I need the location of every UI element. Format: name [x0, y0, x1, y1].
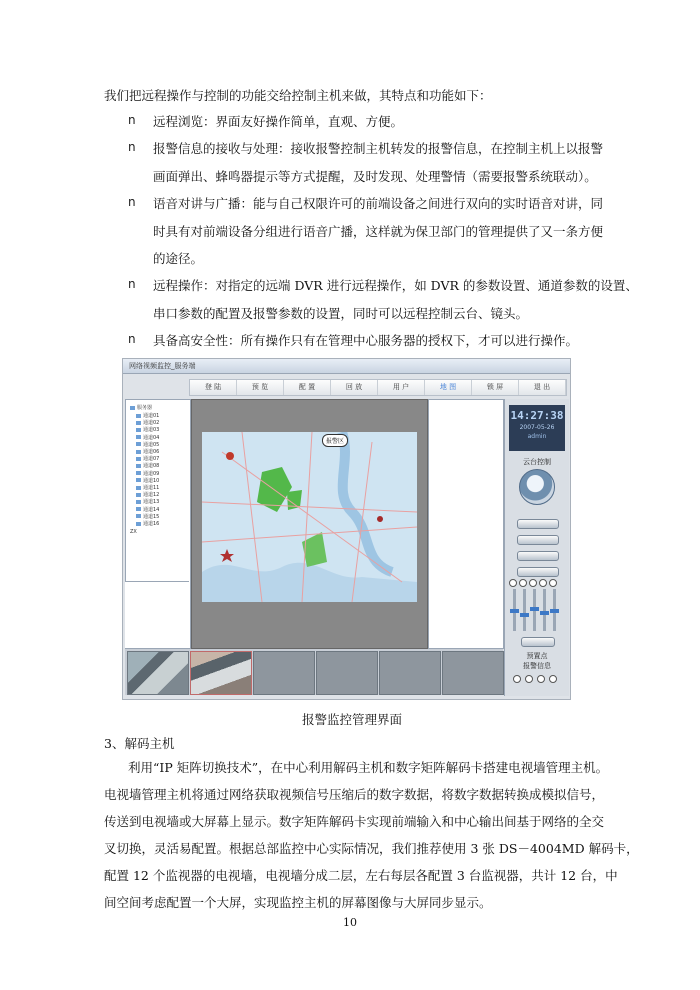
tree-channel-item[interactable]: 通道13: [136, 498, 176, 505]
video-channel-thumbnail[interactable]: [190, 651, 252, 695]
tree-channel-item[interactable]: 通道01: [136, 412, 176, 419]
camera-icon: [136, 514, 141, 518]
map-view: [191, 399, 428, 649]
menu-item[interactable]: 退 出: [519, 380, 566, 395]
slider-brightness[interactable]: [513, 589, 516, 631]
slider-volume[interactable]: [553, 589, 556, 631]
video-channel-thumbnail[interactable]: [442, 651, 504, 695]
tree-lower-panel: [125, 581, 189, 648]
clock-display: [509, 405, 565, 451]
settings-button[interactable]: [521, 637, 555, 647]
bullet-marker: n: [128, 113, 136, 127]
monitoring-software-screenshot: [122, 358, 571, 700]
bullet-line: 的途径。: [153, 251, 204, 266]
tree-channel-item[interactable]: 通道14: [136, 506, 176, 513]
tree-channel-item[interactable]: 通道05: [136, 441, 176, 448]
intro-text: 我们把远程操作与控制的功能交给控制主机来做，其特点和功能如下：: [104, 88, 492, 103]
focus-button[interactable]: [517, 535, 559, 545]
tree-channel-item[interactable]: 通道09: [136, 470, 176, 477]
option-dot[interactable]: [529, 579, 537, 587]
menu-item[interactable]: 配 置: [284, 380, 331, 395]
camera-icon: [136, 442, 141, 446]
bullet-line: 报警信息的接收与处理：接收报警控制主机转发的报警信息，在控制主机上以报警: [153, 141, 604, 156]
body-line: 传送到电视墙或大屏幕上显示。数字矩阵解码卡实现前端输入和中心输出间基于网络的全交: [104, 814, 605, 829]
menu-item[interactable]: 锁 屏: [472, 380, 519, 395]
tree-channel-item[interactable]: 通道11: [136, 484, 176, 491]
body-line: 利用“IP 矩阵切换技术”，在中心利用解码主机和数字矩阵解码卡搭建电视墙管理主机。: [128, 760, 609, 775]
menu-bar: [189, 379, 567, 396]
preset-label: 预置点: [526, 652, 548, 660]
video-channel-thumbnail[interactable]: [127, 651, 189, 695]
camera-icon: [136, 478, 141, 482]
camera-icon: [136, 414, 141, 418]
window-title: 网络视频监控_服务端: [129, 362, 196, 370]
camera-icon: [136, 471, 141, 475]
window-titlebar: [123, 359, 570, 374]
slider-saturation[interactable]: [533, 589, 536, 631]
option-dot[interactable]: [539, 579, 547, 587]
clock-date: 2007-05-26: [519, 424, 555, 431]
tree-channel-item[interactable]: 通道03: [136, 426, 176, 433]
tree-extra-item[interactable]: ZX: [130, 529, 137, 536]
camera-icon: [136, 507, 141, 511]
ptz-direction-dial[interactable]: [519, 469, 555, 505]
video-channel-thumbnail[interactable]: [379, 651, 441, 695]
bullet-line: 具备高安全性：所有操作只有在管理中心服务器的授权下，才可以进行操作。: [153, 333, 579, 348]
body-line: 间空间考虑配置一个大屏，实现监控主机的屏幕图像与大屏同步显示。: [104, 895, 492, 910]
alarm-dot[interactable]: [525, 675, 533, 683]
camera-icon: [136, 464, 141, 468]
bullet-line: 语音对讲与广播：能与自己权限许可的前端设备之间进行双向的实时语音对讲，同: [153, 196, 604, 211]
bullet-line: 画面弹出、蜂鸣器提示等方式提醒，及时发现、处理警情（需要报警系统联动）。: [153, 168, 597, 184]
slider-hue[interactable]: [543, 589, 546, 631]
speed-button[interactable]: [517, 567, 559, 577]
menu-item[interactable]: 回 放: [331, 380, 378, 395]
camera-icon: [136, 421, 141, 425]
tree-channel-item[interactable]: 通道07: [136, 455, 176, 462]
menu-item[interactable]: 登 陆: [190, 380, 237, 395]
iris-button[interactable]: [517, 551, 559, 561]
bullet-line: 时具有对前端设备分组进行语音广播，这样就为保卫部门的管理提供了又一条方便: [153, 223, 604, 239]
menu-item[interactable]: 用 户: [378, 380, 425, 395]
clock-time: 14:27:38: [510, 409, 564, 422]
camera-icon: [136, 457, 141, 461]
zoom-button[interactable]: [517, 519, 559, 529]
tree-channel-item[interactable]: 通道12: [136, 491, 176, 498]
tree-channel-item[interactable]: 通道10: [136, 477, 176, 484]
option-dot[interactable]: [519, 579, 527, 587]
option-dot[interactable]: [509, 579, 517, 587]
bullet-marker: n: [128, 277, 136, 291]
alarm-info-label: 报警信息: [523, 662, 551, 670]
bullet-marker: n: [128, 140, 136, 154]
tree-channel-item[interactable]: 通道02: [136, 419, 176, 426]
slider-contrast[interactable]: [523, 589, 526, 631]
map-marker-label: 报警区: [322, 434, 348, 447]
camera-icon: [136, 428, 141, 432]
bullet-line: 串口参数的配置及报警参数的设置，同时可以远程控制云台、镜头。: [153, 305, 529, 321]
control-panel: [504, 399, 569, 696]
tree-channel-item[interactable]: 通道16: [136, 520, 176, 527]
bullet-marker: n: [128, 332, 136, 346]
bullet-line: 远程操作：对指定的远端 DVR 进行远程操作，如 DVR 的参数设置、通道参数的设置、: [153, 278, 638, 293]
camera-icon: [136, 522, 141, 526]
bullet-line: 远程浏览：界面友好操作简单，直观、方便。: [153, 114, 404, 129]
video-channel-thumbnail[interactable]: [253, 651, 315, 695]
body-line: 叉切换，灵活易配置。根据总部监控中心实际情况，我们推荐使用 3 张 DS－4004MD 解码卡，: [104, 841, 639, 856]
page-number: 10: [343, 916, 357, 929]
tree-root: 服务器: [130, 404, 170, 411]
video-channel-thumbnail[interactable]: [316, 651, 378, 695]
clock-user: admin: [527, 433, 547, 440]
tree-channel-item[interactable]: 通道08: [136, 462, 176, 469]
alarm-dot[interactable]: [513, 675, 521, 683]
camera-icon: [136, 435, 141, 439]
city-map: [202, 432, 417, 602]
section-heading: 3、解码主机: [104, 736, 175, 751]
alarm-dot[interactable]: [549, 675, 557, 683]
figure-caption: 报警监控管理界面: [302, 712, 403, 727]
tree-channel-item[interactable]: 通道06: [136, 448, 176, 455]
menu-item[interactable]: 预 览: [237, 380, 284, 395]
video-thumbnail-strip: [125, 649, 503, 695]
alarm-dot[interactable]: [537, 675, 545, 683]
camera-icon: [136, 493, 141, 497]
body-line: 电视墙管理主机将通过网络获取视频信号压缩后的数字数据，将数字数据转换成模拟信号，: [104, 787, 605, 802]
tree-channel-item[interactable]: 通道04: [136, 434, 176, 441]
tree-channel-item[interactable]: 通道15: [136, 513, 176, 520]
camera-icon: [136, 500, 141, 504]
bullet-marker: n: [128, 195, 136, 209]
camera-icon: [136, 486, 141, 490]
option-dot[interactable]: [549, 579, 557, 587]
camera-icon: [136, 450, 141, 454]
info-panel: [428, 399, 504, 649]
body-line: 配置 12 个监视器的电视墙，电视墙分成二层，左右每层各配置 3 台监视器，共计 12 台，中: [104, 868, 618, 883]
ptz-label: 云台控制: [523, 458, 551, 466]
menu-item[interactable]: 地 图: [425, 380, 472, 395]
